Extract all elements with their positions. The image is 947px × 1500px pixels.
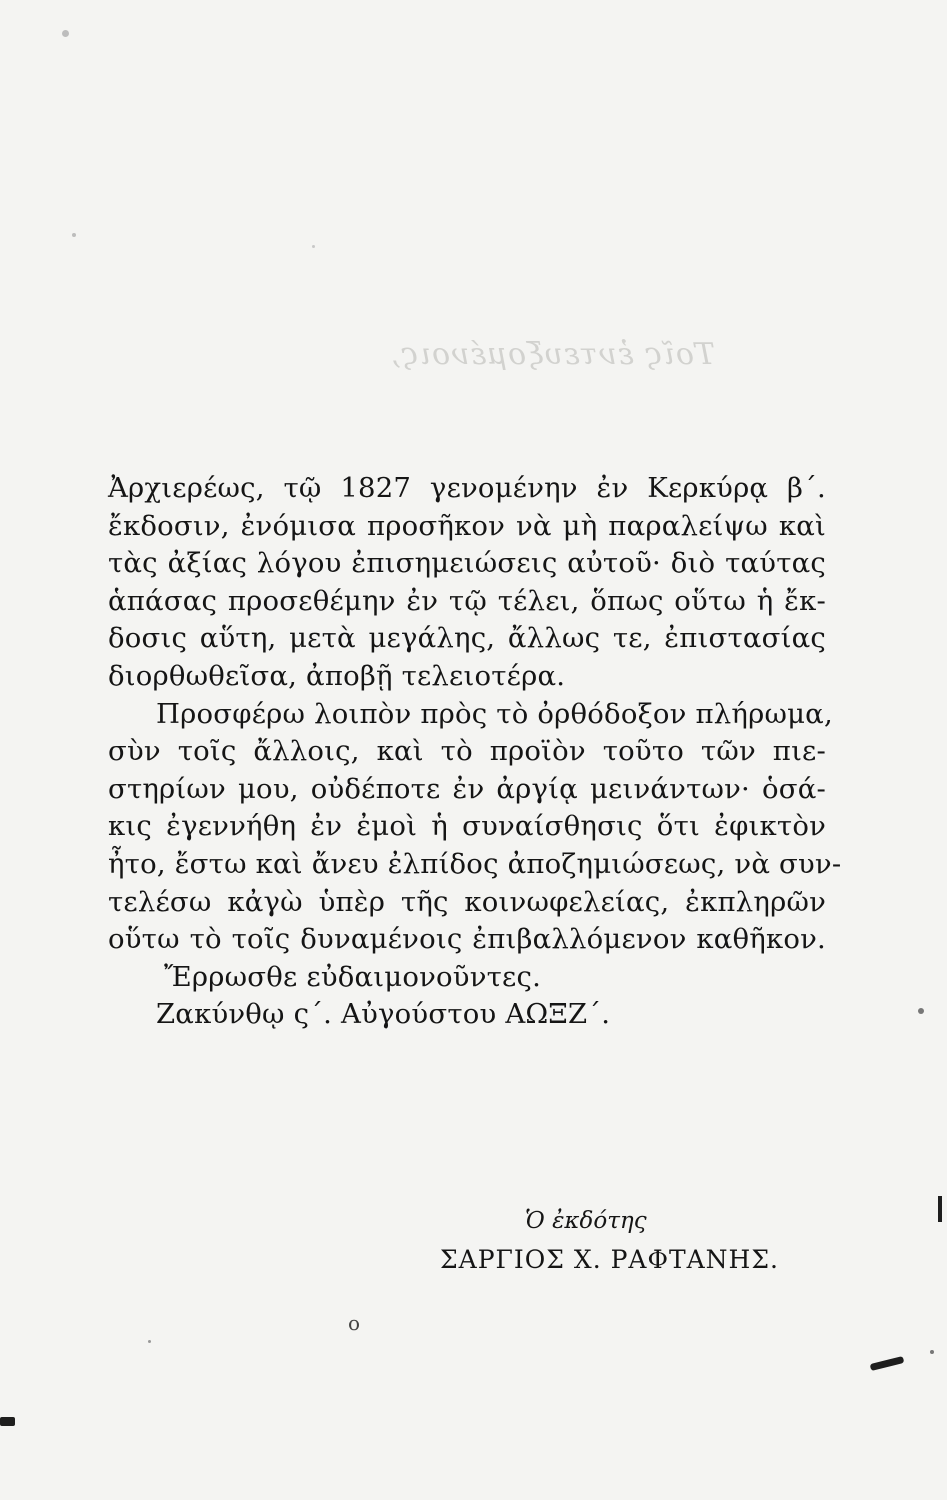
body-line: στηρίων μου, οὐδέποτε ἐν ἀργίᾳ μεινάντων· ὁσά- <box>108 772 826 805</box>
body-line: κις ἐγεννήθη ἐν ἐμοὶ ἡ συναίσθησις ὅτι ἐφικτὸν <box>108 810 826 843</box>
body-line: ἦτο, ἔστω καὶ ἄνευ ἐλπίδος ἀποζημιώσεως, νὰ συν- <box>108 847 842 880</box>
body-line: Προσφέρω λοιπὸν πρὸς τὸ ὀρθόδοξον πλήρωμα, <box>156 697 833 730</box>
body-line: ἁπάσας προσεθέμην ἐν τῷ τέλει, ὅπως οὕτω ἡ ἔκ- <box>108 584 826 617</box>
body-line: Ἀρχιερέως, τῷ 1827 γενομένην ἐν Κερκύρᾳ β΄. <box>108 472 826 504</box>
editor-name: ΣΑΡΓΙΟΣ Χ. ΡΑΦΤΑΝΗΣ. <box>440 1245 779 1274</box>
scan-speck <box>72 233 76 237</box>
scan-speck <box>148 1340 151 1343</box>
body-line: τελέσω κἀγὼ ὑπὲρ τῆς κοινωφελείας, ἐκπληρῶν <box>108 885 826 918</box>
closing-greeting: Ἔρρωσθε εὐδαιμονοῦντες. <box>164 960 542 993</box>
body-line: ἔκδοσιν, ἐνόμισα προσῆκον νὰ μὴ παραλείψω καὶ <box>108 509 826 542</box>
body-line: οὕτω τὸ τοῖς δυναμένοις ἐπιβαλλόμενον καθῆκον. <box>108 923 826 956</box>
scan-speck <box>312 245 315 248</box>
ink-mark <box>870 1356 905 1371</box>
body-line: τὰς ἀξίας λόγου ἐπισημειώσεις αὐτοῦ· διὸ ταύτας <box>108 547 826 580</box>
place-date-line: Ζακύνθῳ ς΄. Αὐγούστου ΑΩΞΖ΄. <box>156 998 611 1031</box>
signature-label: Ὁ ἐκδότης <box>525 1208 647 1234</box>
page-mark: ο <box>348 1311 361 1335</box>
body-line: σὺν τοῖς ἄλλοις, καὶ τὸ προϊὸν τοῦτο τῶν πιε- <box>108 735 826 768</box>
show-through-title: Τοῖς ἐντευξομένοις, <box>390 337 716 372</box>
preface-text <box>108 470 842 1034</box>
ink-mark <box>0 1417 15 1426</box>
scan-speck <box>918 1008 924 1014</box>
scan-speck <box>62 30 69 37</box>
scan-speck <box>930 1350 934 1354</box>
edge-mark <box>938 1196 942 1222</box>
body-line: διορθωθεῖσα, ἀποβῇ τελειοτέρα. <box>108 659 566 692</box>
body-line: δοσις αὕτη, μετὰ μεγάλης, ἄλλως τε, ἐπιστασίας <box>108 622 826 655</box>
